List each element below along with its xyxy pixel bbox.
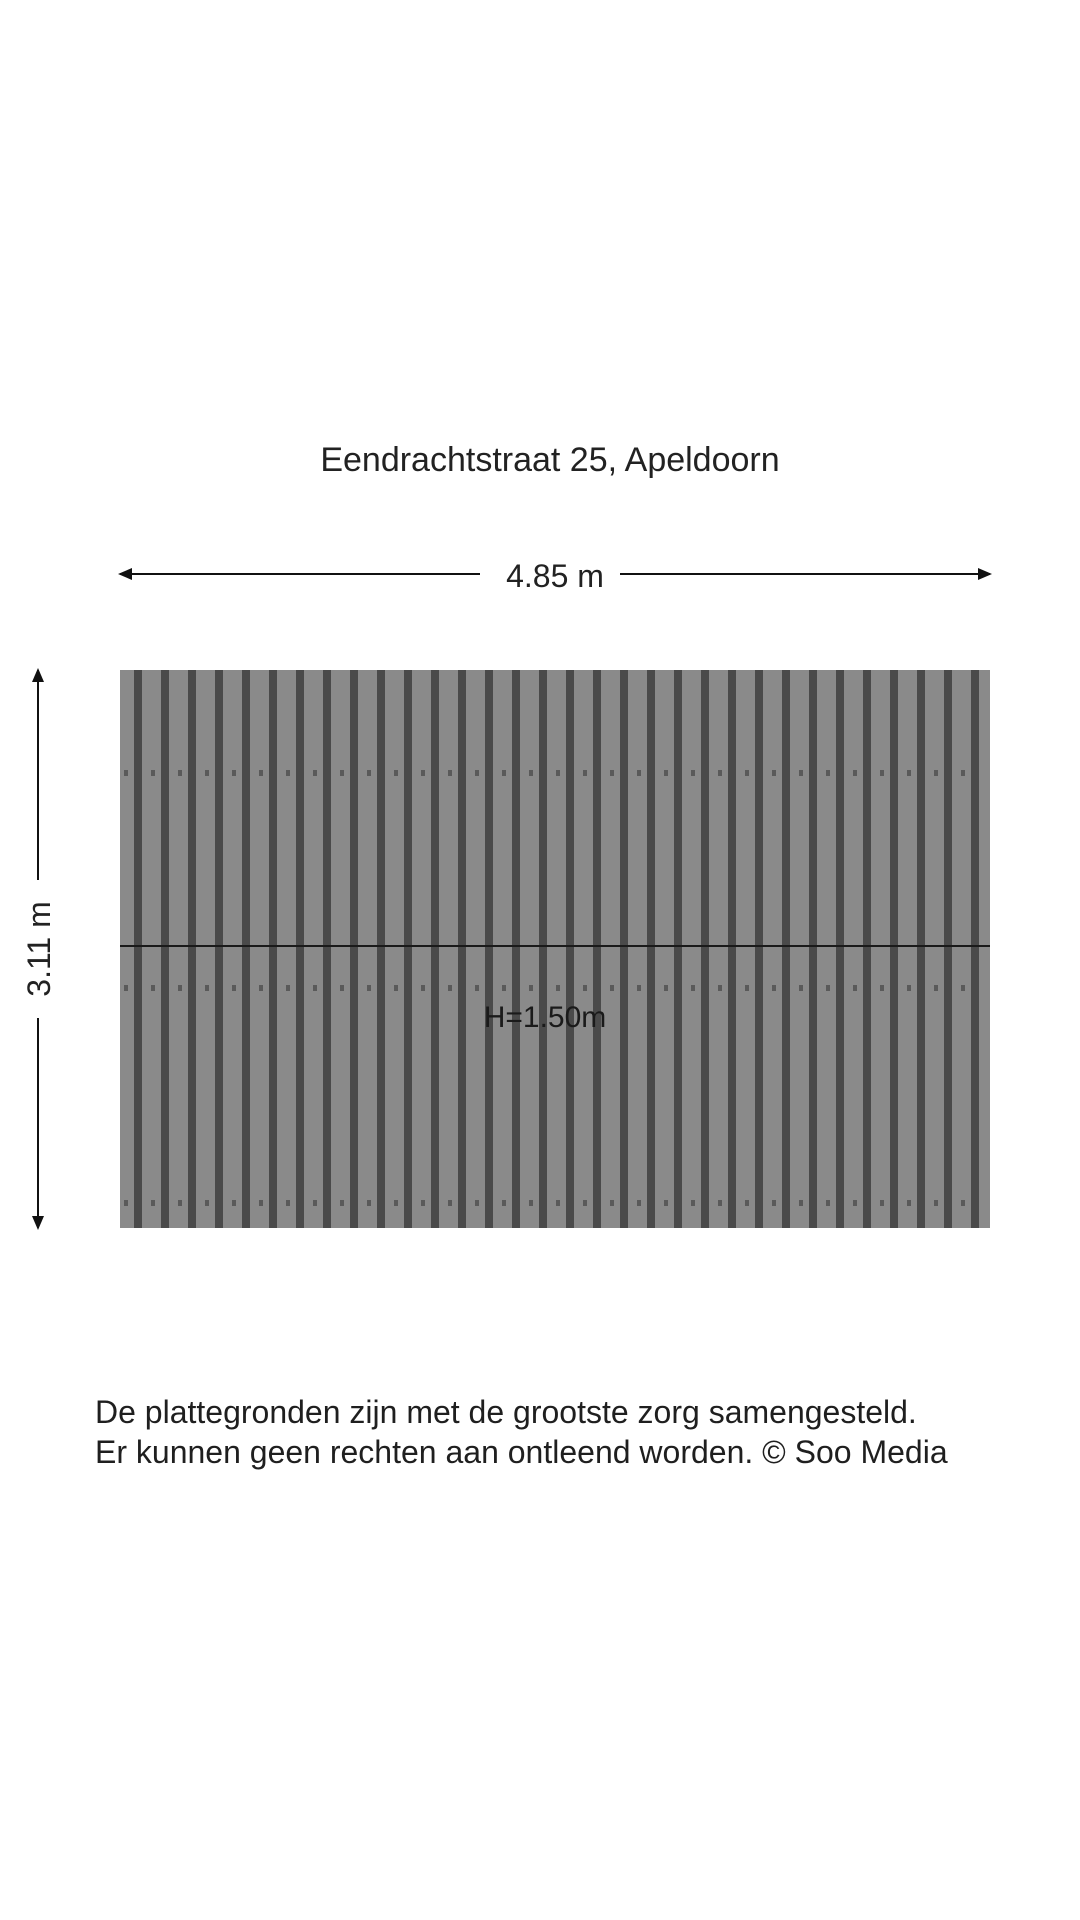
roof-stripe <box>323 670 331 1228</box>
roof-tile-mark <box>583 1200 587 1206</box>
roof-stripe <box>350 670 358 1228</box>
roof-stripe <box>944 670 952 1228</box>
roof-tile-mark <box>232 985 236 991</box>
depth-label: 3.11 m <box>21 901 57 997</box>
roof-tile-mark <box>907 770 911 776</box>
roof-tile-mark <box>475 770 479 776</box>
roof-stripe <box>593 670 601 1228</box>
roof-tile-mark <box>583 985 587 991</box>
roof-tile-mark <box>907 1200 911 1206</box>
roof-tile-mark <box>934 1200 938 1206</box>
roof-stripe <box>755 670 763 1228</box>
roof-tile-mark <box>286 1200 290 1206</box>
roof-tile-mark <box>799 985 803 991</box>
roof-tile-mark <box>691 1200 695 1206</box>
roof-tile-mark <box>259 985 263 991</box>
roof-tile-mark <box>448 1200 452 1206</box>
roof-tile-mark <box>205 985 209 991</box>
roof-tile-mark <box>178 985 182 991</box>
roof-stripe <box>971 670 979 1228</box>
roof-tile-mark <box>853 985 857 991</box>
roof-tile-mark <box>718 770 722 776</box>
roof-tile-mark <box>637 1200 641 1206</box>
roof-tile-mark <box>259 770 263 776</box>
roof-tile-mark <box>961 770 965 776</box>
roof-tile-mark <box>421 985 425 991</box>
roof-tile-mark <box>637 770 641 776</box>
roof-stripe <box>134 670 142 1228</box>
address-title: Eendrachtstraat 25, Apeldoorn <box>320 441 780 479</box>
roof-stripe <box>485 670 493 1228</box>
roof-tile-mark <box>151 1200 155 1206</box>
roof-tile-mark <box>691 770 695 776</box>
roof-tile-mark <box>367 770 371 776</box>
depth-dimension <box>21 670 57 1228</box>
roof-tile-mark <box>853 1200 857 1206</box>
roof-tile-mark <box>448 985 452 991</box>
roof-tile-mark <box>745 770 749 776</box>
roof-tile-mark <box>880 985 884 991</box>
roof-stripe <box>269 670 277 1228</box>
roof-tile-mark <box>340 1200 344 1206</box>
roof-tile-mark <box>637 985 641 991</box>
roof-stripe <box>215 670 223 1228</box>
roof-tile-mark <box>475 985 479 991</box>
roof-tile-mark <box>124 1200 128 1206</box>
roof-tile-mark <box>502 770 506 776</box>
roof-tile-mark <box>907 985 911 991</box>
roof-tile-mark <box>745 1200 749 1206</box>
disclaimer <box>95 1392 948 1472</box>
roof-tile-mark <box>124 985 128 991</box>
roof-tile-mark <box>394 985 398 991</box>
roof-tile-mark <box>880 1200 884 1206</box>
roof-tile-mark <box>961 985 965 991</box>
roof-tile-mark <box>502 985 506 991</box>
roof-tile-mark <box>421 770 425 776</box>
roof-tile-mark <box>718 1200 722 1206</box>
roof-tile-mark <box>286 770 290 776</box>
roof-stripe <box>242 670 250 1228</box>
roof-tile-mark <box>232 770 236 776</box>
roof-tile-mark <box>880 770 884 776</box>
roof-tile-mark <box>313 1200 317 1206</box>
roof-stripe <box>377 670 385 1228</box>
roof-stripe <box>728 670 736 1228</box>
roof-tile-mark <box>367 985 371 991</box>
roof-stripe <box>431 670 439 1228</box>
roof-tile-mark <box>205 1200 209 1206</box>
roof-tile-mark <box>772 770 776 776</box>
roof-stripe <box>782 670 790 1228</box>
width-label: 4.85 m <box>506 558 604 594</box>
roof-tile-mark <box>664 985 668 991</box>
roof-tile-mark <box>529 985 533 991</box>
roof-tile-mark <box>502 1200 506 1206</box>
roof-tile-mark <box>367 1200 371 1206</box>
disclaimer-line-2: Er kunnen geen rechten aan ontleend worden. © Soo Media <box>95 1434 948 1470</box>
roof-stripe <box>917 670 925 1228</box>
roof-tile-mark <box>556 770 560 776</box>
roof-tile-mark <box>718 985 722 991</box>
roof-tile-mark <box>340 770 344 776</box>
roof-tile-mark <box>772 1200 776 1206</box>
roof-tile-mark <box>826 1200 830 1206</box>
roof-tile-mark <box>610 1200 614 1206</box>
roof-tile-mark <box>799 1200 803 1206</box>
roof-tile-mark <box>529 770 533 776</box>
roof-tile-mark <box>178 770 182 776</box>
roof-stripe <box>566 670 574 1228</box>
roof-tile-mark <box>313 985 317 991</box>
disclaimer-line-1: De plattegronden zijn met de grootste zorg samengesteld. <box>95 1394 917 1430</box>
roof-tile-mark <box>205 770 209 776</box>
roof-stripe <box>296 670 304 1228</box>
roof-tile-mark <box>124 770 128 776</box>
roof-height-label: H=1.50m <box>483 1001 607 1034</box>
roof-stripe <box>863 670 871 1228</box>
roof-stripe <box>674 670 682 1228</box>
roof-tile-mark <box>394 770 398 776</box>
roof-tile-mark <box>610 985 614 991</box>
roof-stripe <box>890 670 898 1228</box>
roof-tile-mark <box>934 985 938 991</box>
roof-tile-mark <box>826 985 830 991</box>
roof-tile-mark <box>340 985 344 991</box>
roof-tile-mark <box>421 1200 425 1206</box>
roof-stripe <box>188 670 196 1228</box>
roof-tile-mark <box>232 1200 236 1206</box>
roof-tile-mark <box>934 770 938 776</box>
roof-tile-mark <box>475 1200 479 1206</box>
roof-tile-mark <box>664 770 668 776</box>
roof-tile-mark <box>529 1200 533 1206</box>
roof-area <box>120 670 990 1228</box>
roof-tile-mark <box>691 985 695 991</box>
roof-tile-mark <box>259 1200 263 1206</box>
roof-tile-mark <box>286 985 290 991</box>
roof-stripe <box>620 670 628 1228</box>
roof-tile-mark <box>961 1200 965 1206</box>
roof-tile-mark <box>556 1200 560 1206</box>
roof-stripe <box>809 670 817 1228</box>
roof-tile-mark <box>745 985 749 991</box>
roof-stripe <box>512 670 520 1228</box>
roof-stripe <box>458 670 466 1228</box>
width-dimension <box>120 558 990 594</box>
roof-tile-mark <box>853 770 857 776</box>
roof-tile-mark <box>826 770 830 776</box>
roof-tile-mark <box>556 985 560 991</box>
roof-tile-mark <box>394 1200 398 1206</box>
roof-tile-mark <box>448 770 452 776</box>
roof-stripe <box>404 670 412 1228</box>
roof-tile-mark <box>151 985 155 991</box>
roof-tile-mark <box>610 770 614 776</box>
roof-tile-mark <box>583 770 587 776</box>
roof-tile-mark <box>151 770 155 776</box>
roof-tile-mark <box>664 1200 668 1206</box>
roof-stripe <box>161 670 169 1228</box>
roof-tile-mark <box>772 985 776 991</box>
roof-tile-mark <box>313 770 317 776</box>
roof-stripe <box>836 670 844 1228</box>
roof-stripe <box>647 670 655 1228</box>
roof-stripe <box>539 670 547 1228</box>
roof-stripe <box>701 670 709 1228</box>
roof-tile-mark <box>178 1200 182 1206</box>
roof-rectangle <box>120 670 990 1228</box>
roof-tile-mark <box>799 770 803 776</box>
